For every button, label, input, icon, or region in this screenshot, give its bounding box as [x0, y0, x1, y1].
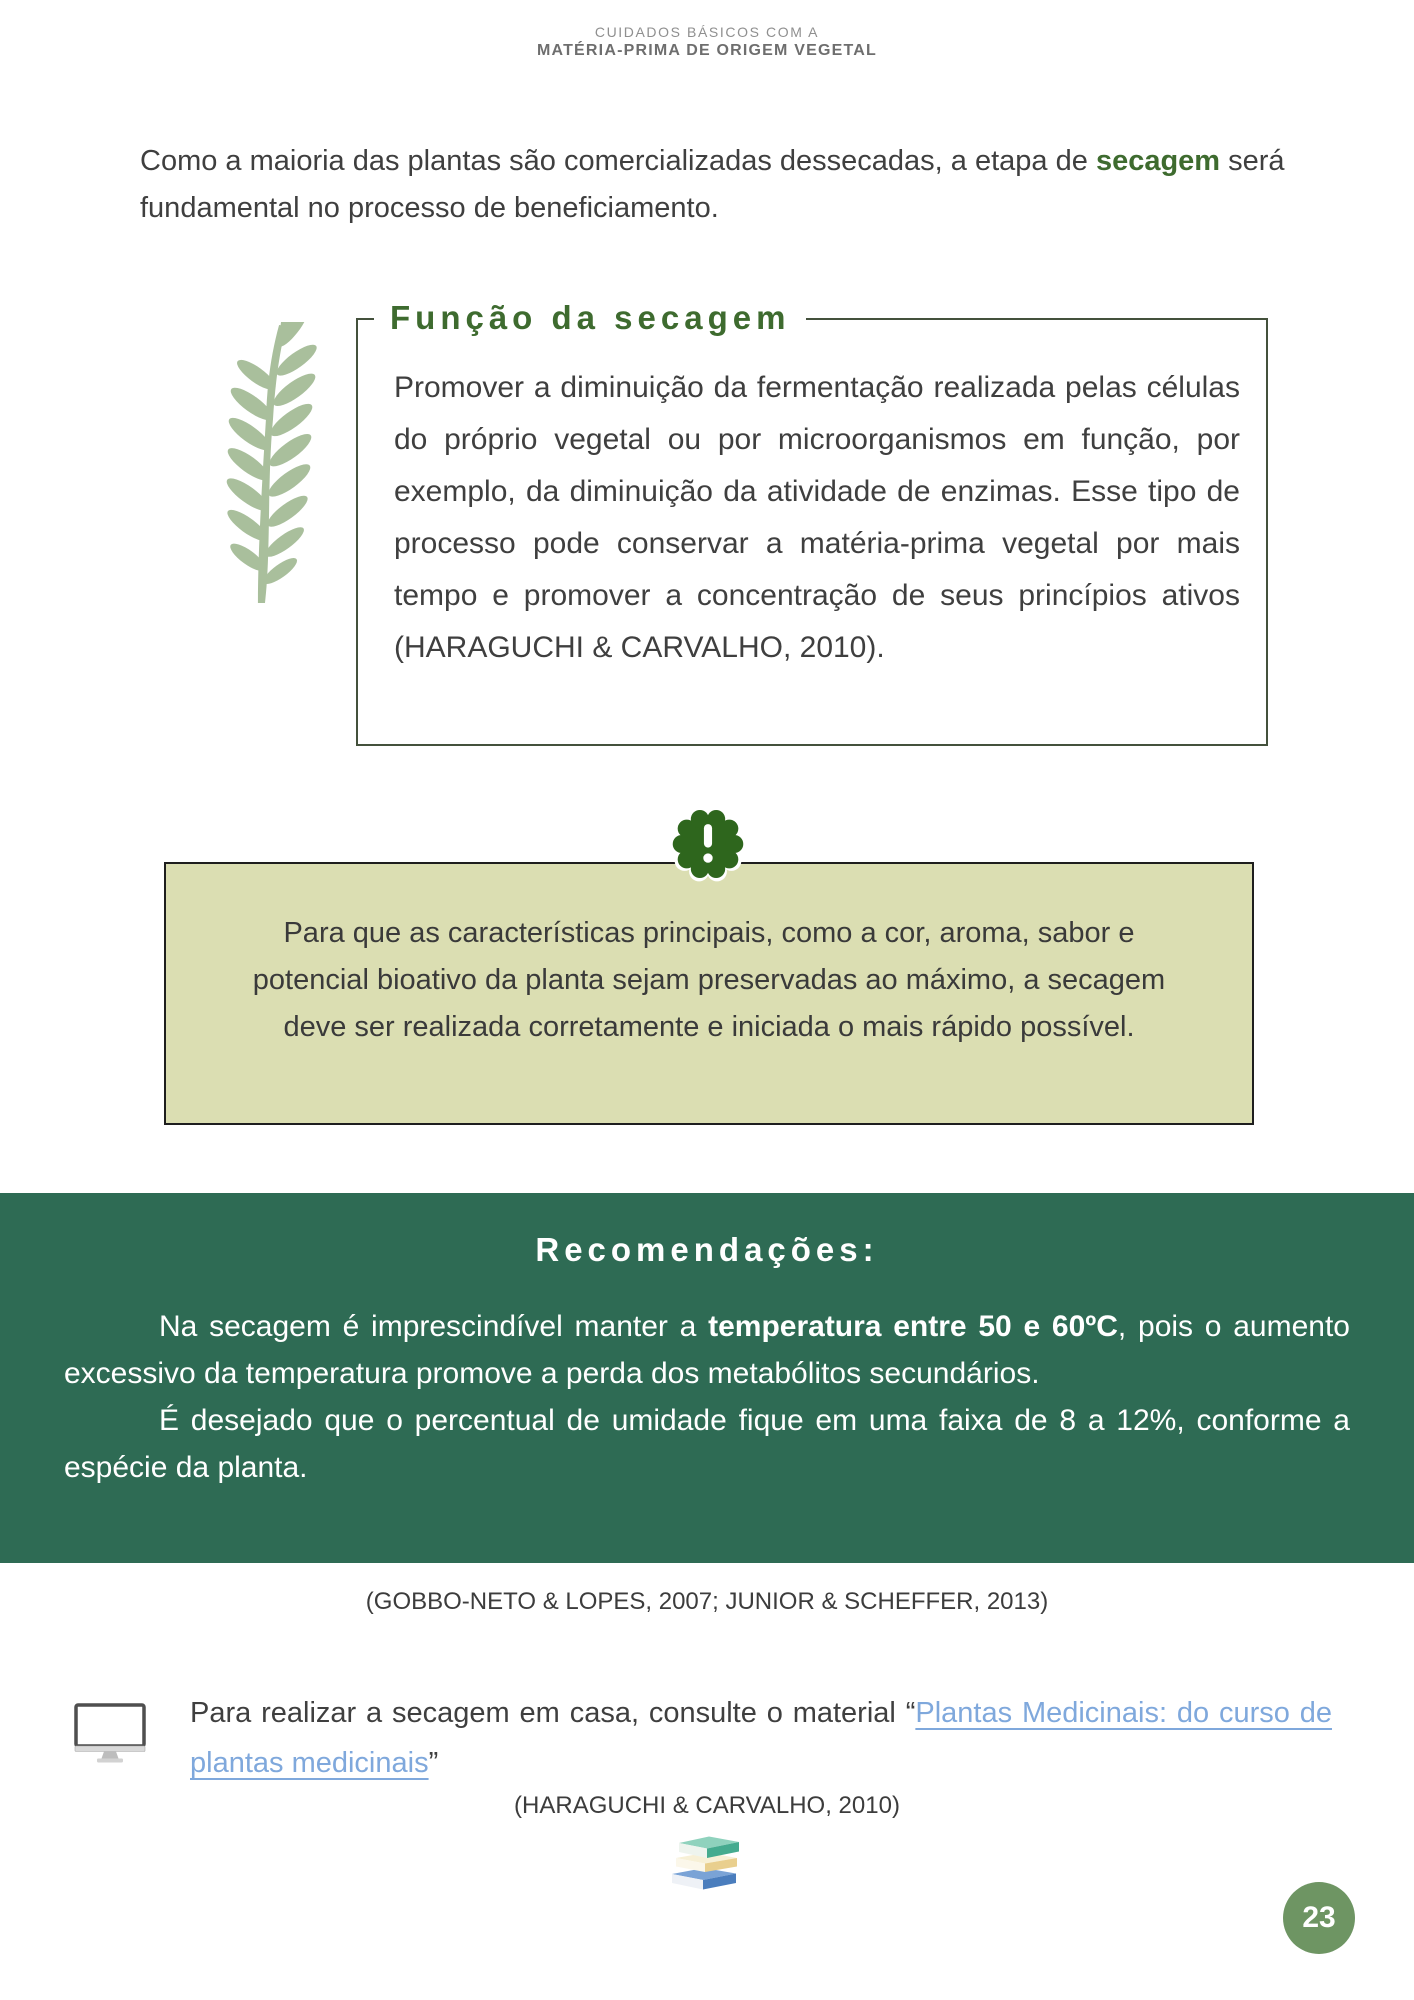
intro-text-end: será fundamental no processo de beneficiamento. [140, 145, 1285, 224]
recommendations-paragraph-2: É desejado que o percentual de umidade fique em uma faixa de 8 a 12%, conforme a espécie da planta. [64, 1404, 1350, 1484]
funcao-secagem-title: Função da secagem [374, 296, 806, 340]
header-subtitle: CUIDADOS BÁSICOS COM A [594, 24, 820, 40]
book-stack-icon [666, 1834, 744, 1896]
resource-citation: (HARAGUCHI & CARVALHO, 2010) [514, 1792, 900, 1819]
page-number-badge [1283, 1882, 1355, 1954]
recommendations-title: Recomendações: [535, 1231, 879, 1268]
recommendations-paragraph-1 [64, 1303, 1350, 1397]
page-header [0, 24, 1414, 60]
rec-p1-start: Na secagem é imprescindível manter a [159, 1310, 709, 1343]
exclamation-badge-icon [670, 806, 746, 882]
alert-text: Para que as características principais, como a cor, aroma, sabor e potencial bioativo da planta sejam preservadas ao máximo, a secagem deve ser realizada corretamente e iniciada o mais rápido possível. [252, 917, 1166, 1043]
page-number: 23 [1302, 1901, 1336, 1934]
header-title: MATÉRIA-PRIMA DE ORIGEM VEGETAL [536, 42, 877, 59]
recommendations-citation: (GOBBO-NETO & LOPES, 2007; JUNIOR & SCHEFFER, 2013) [365, 1588, 1049, 1615]
recommendations-body [64, 1303, 1350, 1491]
intro-text-start: Como a maioria das plantas são comercializadas dessecadas, a etapa de [140, 145, 1096, 177]
rec-p1-end: , pois o aumento excessivo da temperatura promove a perda dos metabólitos secundários. [64, 1310, 1350, 1390]
resource-link[interactable]: Plantas Medicinais: do curso de plantas medicinais [190, 1697, 1332, 1779]
funcao-secagem-body: Promover a diminuição da fermentação realizada pelas células do próprio vegetal ou por microorganismos em função, por exemplo, da diminuição da atividade de enzimas. Esse tipo de processo pode conservar a matéria-prima vegetal por mais tempo e promover a concentração de seus princípios ativos (HARAGUCHI & CARVALHO, 2010). [394, 371, 1240, 664]
secagem-highlight: secagem [1095, 145, 1221, 177]
rec-p1-temperature-bold: temperatura entre 50 e 60ºC [708, 1310, 1118, 1343]
fern-leaf-icon [212, 322, 324, 604]
resource-paragraph [190, 1688, 1332, 1788]
recommendations-section [0, 1193, 1414, 1563]
resource-text-start: Para realizar a secagem em casa, consulte o material “ [190, 1697, 916, 1729]
computer-monitor-icon [74, 1702, 146, 1768]
intro-paragraph [140, 138, 1290, 232]
alert-box [164, 862, 1254, 1125]
resource-text-end: ” [428, 1747, 439, 1779]
